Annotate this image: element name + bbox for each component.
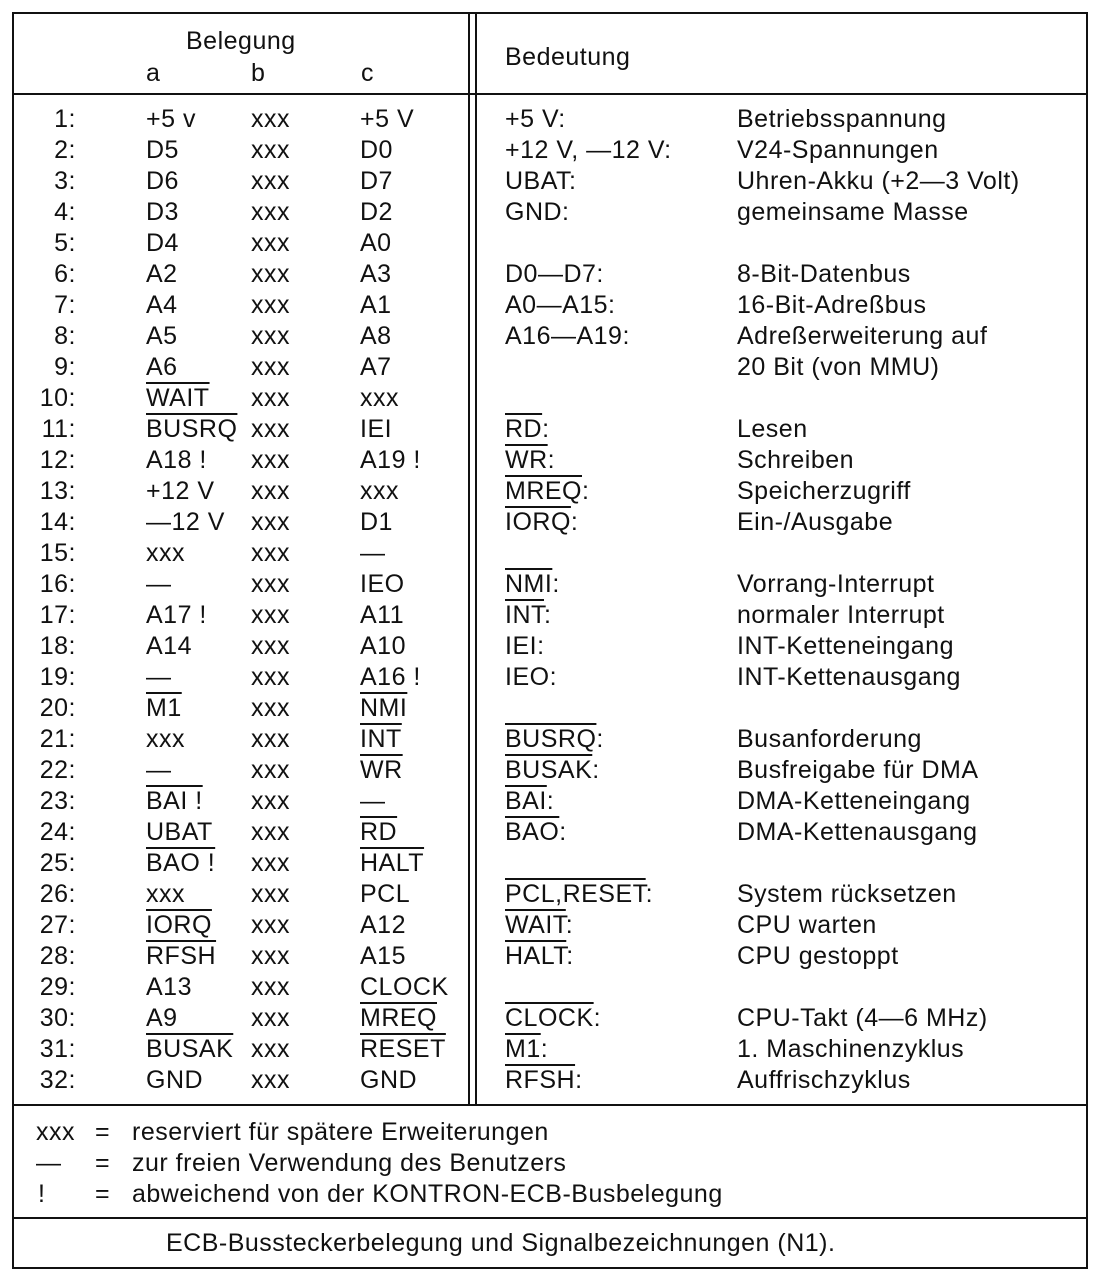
signal-description: Betriebsspannung: [737, 105, 947, 133]
signal-name: [505, 166, 577, 196]
pin-row-c: xxx: [360, 384, 399, 412]
pin-number: 1:: [54, 105, 76, 133]
pin-row-a: D4: [146, 229, 179, 257]
signal-name-active-low: BUSAK: [505, 756, 593, 784]
signal-name: [505, 755, 600, 785]
signal-name-text: :: [645, 880, 654, 908]
pin-row-b: xxx: [251, 632, 290, 660]
pin-row-b: xxx: [251, 570, 290, 598]
pin-row-a: D6: [146, 167, 179, 195]
pin-row-b: xxx: [251, 725, 290, 753]
signal-description: 1. Maschinenzyklus: [737, 1035, 965, 1063]
signal-name: [505, 817, 567, 847]
pin-row-b: xxx: [251, 136, 290, 164]
pin-row-c: HALT: [360, 849, 425, 877]
belegung-heading: Belegung: [186, 27, 296, 55]
signal-name: [505, 569, 560, 599]
pin-row-c: A19 !: [360, 446, 421, 474]
pin-number: 9:: [54, 353, 76, 381]
signal-name-text: IEI:: [505, 632, 545, 660]
pin-row-b: xxx: [251, 601, 290, 629]
pin-number: 23:: [39, 787, 76, 815]
signal-name-active-low: MREQ: [505, 477, 582, 505]
signal-name-text: +5 V:: [505, 105, 566, 133]
pin-row-a: RFSH: [146, 942, 217, 970]
pin-row-c: —: [360, 787, 386, 815]
pin-row-b: xxx: [251, 105, 290, 133]
signal-name-text: :: [544, 601, 552, 629]
pin-number: 14:: [39, 508, 76, 536]
pin-row-b: xxx: [251, 663, 290, 691]
pin-row-b: xxx: [251, 291, 290, 319]
pin-row-a: —: [146, 570, 172, 598]
pin-row-c: —: [360, 539, 386, 567]
signal-name-text: D0—D7:: [505, 260, 604, 288]
signal-name-active-low: RFSH: [505, 1066, 576, 1094]
signal-name-text: :: [540, 1035, 549, 1063]
signal-description: 20 Bit (von MMU): [737, 353, 940, 381]
signal-name-text: :: [547, 446, 556, 474]
pin-row-a: xxx: [146, 725, 185, 753]
signal-name-text: :: [542, 415, 550, 443]
signal-name-text: :: [566, 942, 574, 970]
signal-name: [505, 476, 589, 506]
signal-name-text: :: [596, 725, 604, 753]
signal-name-text: :: [565, 911, 574, 939]
pin-row-c: $\overline{NMI}$: [360, 694, 408, 722]
pin-row-c: A16 !: [360, 663, 421, 691]
pin-number: 21:: [39, 725, 76, 753]
pin-number: 18:: [39, 632, 76, 660]
pin-number: 6:: [54, 260, 76, 288]
signal-description: CPU gestoppt: [737, 942, 899, 970]
pin-row-b: xxx: [251, 508, 290, 536]
signal-name-active-low: IORQ: [505, 508, 571, 536]
pin-row-a: A5: [146, 322, 178, 350]
pin-row-a: BAO !: [146, 849, 216, 877]
pin-number: 10:: [39, 384, 76, 412]
signal-name-active-low: WAIT: [505, 911, 566, 939]
pin-number: 11:: [41, 415, 76, 443]
pin-row-c: D7: [360, 167, 393, 195]
signal-name-active-low: BUSRQ: [505, 725, 597, 753]
bedeutung-heading: Bedeutung: [505, 43, 631, 71]
pin-row-c: $\overline{INT}$: [360, 725, 402, 753]
body-divider: [14, 1104, 1086, 1106]
legend-symbol: !: [38, 1180, 46, 1208]
signal-name-text: A0—A15:: [505, 291, 616, 319]
pin-row-b: xxx: [251, 880, 290, 908]
signal-description: INT-Kettenausgang: [737, 663, 961, 691]
pin-row-c: CLOCK: [360, 973, 449, 1001]
signal-name-active-low: CLOCK: [505, 1004, 594, 1032]
signal-name-active-low: $\overline{BAO}$: [505, 818, 560, 846]
signal-description: V24-Spannungen: [737, 136, 939, 164]
pin-row-b: xxx: [251, 756, 290, 784]
pin-row-b: xxx: [251, 353, 290, 381]
pin-row-c: IEO: [360, 570, 405, 598]
pin-number: 2:: [54, 136, 76, 164]
legend-symbol: xxx: [36, 1118, 75, 1146]
pin-row-c: D2: [360, 198, 393, 226]
signal-name: [505, 1003, 601, 1033]
pin-row-a: D5: [146, 136, 179, 164]
pin-number: 8:: [54, 322, 76, 350]
pin-row-a: —12 V: [146, 508, 225, 536]
signal-name: [505, 786, 554, 816]
pin-row-b: xxx: [251, 322, 290, 350]
legend-divider: [14, 1217, 1086, 1219]
signal-name: [505, 445, 555, 475]
signal-name: [505, 1034, 548, 1064]
pin-row-c: MREQ: [360, 1004, 437, 1032]
signal-name: [505, 414, 550, 444]
pin-row-a: A13: [146, 973, 192, 1001]
pin-row-a: A14: [146, 632, 192, 660]
col-c-heading: c: [361, 59, 374, 87]
pin-row-a: BUSAK: [146, 1035, 234, 1063]
pin-row-a: BUSRQ: [146, 415, 238, 443]
pin-number: 25:: [39, 849, 76, 877]
signal-name-text: :: [570, 508, 579, 536]
signal-description: Uhren-Akku (+2—3 Volt): [737, 167, 1020, 195]
signal-description: DMA-Kettenausgang: [737, 818, 978, 846]
pin-row-c: $\overline{WR}$: [360, 756, 403, 784]
signal-name-active-low: $\overline{INT}$: [505, 601, 544, 629]
pin-number: 28:: [39, 942, 76, 970]
signal-name-text: :: [559, 818, 567, 846]
pin-number: 17:: [39, 601, 76, 629]
pin-row-b: xxx: [251, 260, 290, 288]
pin-row-b: xxx: [251, 1066, 290, 1094]
header-divider: [14, 93, 1086, 95]
pin-row-c: $\overline{RD}$: [360, 818, 398, 846]
pin-row-a: A17 !: [146, 601, 207, 629]
pin-row-a: UBAT: [146, 818, 213, 846]
pin-row-c: D1: [360, 508, 393, 536]
pin-row-a: +12 V: [146, 477, 215, 505]
signal-description: Auffrischzyklus: [737, 1066, 911, 1094]
signal-name-active-low: $\overline{NMI}$: [505, 570, 553, 598]
pin-row-a: A2: [146, 260, 178, 288]
pin-row-b: xxx: [251, 167, 290, 195]
signal-name-text: UBAT:: [505, 167, 577, 195]
signal-name: [505, 724, 604, 754]
pin-row-b: xxx: [251, 1035, 290, 1063]
pin-row-a: A18 !: [146, 446, 207, 474]
pin-number: 12:: [39, 446, 76, 474]
signal-name: [505, 197, 570, 227]
signal-name: [505, 879, 653, 909]
signal-name-active-low: HALT: [505, 942, 567, 970]
signal-name-active-low: $\overline{RD}$: [505, 415, 543, 443]
signal-description: 16-Bit-Adreßbus: [737, 291, 927, 319]
signal-name-active-low: $\overline{BAI}$: [505, 787, 547, 815]
pin-row-b: xxx: [251, 229, 290, 257]
signal-description: DMA-Ketteneingang: [737, 787, 971, 815]
pin-number: 30:: [39, 1004, 76, 1032]
legend-equals: =: [95, 1149, 111, 1177]
signal-name-text: A16—A19:: [505, 322, 630, 350]
legend-equals: =: [95, 1118, 111, 1146]
signal-description: 8-Bit-Datenbus: [737, 260, 911, 288]
signal-description: Speicherzugriff: [737, 477, 911, 505]
pin-row-c: xxx: [360, 477, 399, 505]
pin-row-a: WAIT: [146, 384, 210, 412]
signal-name-text: :: [575, 1066, 583, 1094]
legend-text: abweichend von der KONTRON-ECB-Busbelegung: [132, 1180, 723, 1208]
pin-number: 26:: [39, 880, 76, 908]
signal-name-text: :: [546, 787, 555, 815]
column-divider-1: [468, 14, 470, 1104]
signal-name: [505, 321, 630, 351]
signal-name-active-low: $\overline{WR}$: [505, 446, 548, 474]
pin-row-a: BAI !: [146, 787, 203, 815]
legend-symbol: —: [36, 1149, 62, 1177]
signal-description: INT-Ketteneingang: [737, 632, 954, 660]
signal-description: gemeinsame Masse: [737, 198, 969, 226]
pin-number: 5:: [54, 229, 76, 257]
pin-row-b: xxx: [251, 694, 290, 722]
pin-number: 3:: [54, 167, 76, 195]
pin-number: 27:: [39, 911, 76, 939]
pin-row-c: A11: [360, 601, 405, 629]
pin-row-b: xxx: [251, 849, 290, 877]
signal-name: [505, 941, 574, 971]
signal-name: [505, 135, 672, 165]
signal-name: [505, 290, 616, 320]
signal-description: Ein-/Ausgabe: [737, 508, 894, 536]
pin-number: 15:: [39, 539, 76, 567]
signal-name-text: :: [552, 570, 560, 598]
signal-description: normaler Interrupt: [737, 601, 945, 629]
pin-number: 20:: [39, 694, 76, 722]
pin-number: 7:: [54, 291, 76, 319]
signal-description: CPU-Takt (4—6 MHz): [737, 1004, 988, 1032]
pin-number: 22:: [39, 756, 76, 784]
signal-description: Busanforderung: [737, 725, 922, 753]
pin-row-b: xxx: [251, 1004, 290, 1032]
pin-number: 4:: [54, 198, 76, 226]
pin-row-a: +5 v: [146, 105, 196, 133]
signal-name-text: :: [582, 477, 590, 505]
pin-row-b: xxx: [251, 415, 290, 443]
pin-row-b: xxx: [251, 198, 290, 226]
signal-name-active-low: M1: [505, 1035, 541, 1063]
pin-number: 29:: [39, 973, 76, 1001]
pin-row-a: xxx: [146, 880, 185, 908]
pin-row-c: RESET: [360, 1035, 446, 1063]
signal-name: [505, 259, 604, 289]
signal-description: Schreiben: [737, 446, 855, 474]
signal-name-text: GND:: [505, 198, 570, 226]
pin-number: 19:: [39, 663, 76, 691]
signal-name-text: +12 V, —12 V:: [505, 136, 672, 164]
col-b-heading: b: [251, 59, 266, 87]
signal-description: Busfreigabe für DMA: [737, 756, 979, 784]
pin-number: 16:: [39, 570, 76, 598]
pin-row-b: xxx: [251, 384, 290, 412]
pin-row-c: PCL: [360, 880, 411, 908]
pin-number: 24:: [39, 818, 76, 846]
signal-name: [505, 507, 578, 537]
pin-row-c: D0: [360, 136, 393, 164]
pin-row-a: D3: [146, 198, 179, 226]
signal-description: System rücksetzen: [737, 880, 957, 908]
pin-row-b: xxx: [251, 818, 290, 846]
signal-description: Lesen: [737, 415, 808, 443]
signal-name-active-low: PCL,RESET: [505, 880, 646, 908]
legend-equals: =: [95, 1180, 111, 1208]
pin-row-a: —: [146, 756, 172, 784]
pin-row-c: A3: [360, 260, 392, 288]
pin-row-a: GND: [146, 1066, 204, 1094]
pin-row-c: IEI: [360, 415, 393, 443]
pin-row-b: xxx: [251, 973, 290, 1001]
signal-description: Adreßerweiterung auf: [737, 322, 988, 350]
pin-row-c: A7: [360, 353, 392, 381]
signal-description: CPU warten: [737, 911, 877, 939]
pin-number: 32:: [39, 1066, 76, 1094]
signal-name: [505, 910, 573, 940]
pin-row-c: +5 V: [360, 105, 415, 133]
legend-text: zur freien Verwendung des Benutzers: [132, 1149, 567, 1177]
pin-number: 13:: [39, 477, 76, 505]
signal-name-text: :: [593, 1004, 602, 1032]
signal-name-text: IEO:: [505, 663, 558, 691]
signal-name: [505, 600, 551, 630]
column-divider-2: [475, 14, 477, 1104]
pin-row-b: xxx: [251, 539, 290, 567]
legend-text: reserviert für spätere Erweiterungen: [132, 1118, 549, 1146]
pin-row-c: A12: [360, 911, 406, 939]
signal-name: [505, 631, 545, 661]
signal-description: Vorrang-Interrupt: [737, 570, 935, 598]
signal-name: [505, 104, 566, 134]
pin-row-b: xxx: [251, 911, 290, 939]
signal-name-text: :: [592, 756, 600, 784]
pin-row-a: A6: [146, 353, 178, 381]
pin-row-c: A8: [360, 322, 392, 350]
pin-row-c: A1: [360, 291, 392, 319]
pin-row-c: GND: [360, 1066, 418, 1094]
signal-name: [505, 1065, 583, 1095]
pin-row-b: xxx: [251, 942, 290, 970]
pin-row-c: A15: [360, 942, 406, 970]
pin-row-a: M1: [146, 694, 182, 722]
pin-row-a: A9: [146, 1004, 178, 1032]
pin-row-a: xxx: [146, 539, 185, 567]
caption: ECB-Bussteckerbelegung und Signalbezeichnungen (N1).: [166, 1229, 836, 1257]
col-a-heading: a: [146, 59, 161, 87]
pin-row-c: A0: [360, 229, 392, 257]
pin-row-b: xxx: [251, 787, 290, 815]
pin-row-c: A10: [360, 632, 406, 660]
pin-row-a: IORQ: [146, 911, 212, 939]
pin-row-a: —: [146, 663, 172, 691]
pin-row-a: A4: [146, 291, 178, 319]
signal-name: [505, 662, 557, 692]
pin-row-b: xxx: [251, 477, 290, 505]
pin-number: 31:: [39, 1035, 76, 1063]
pin-row-b: xxx: [251, 446, 290, 474]
